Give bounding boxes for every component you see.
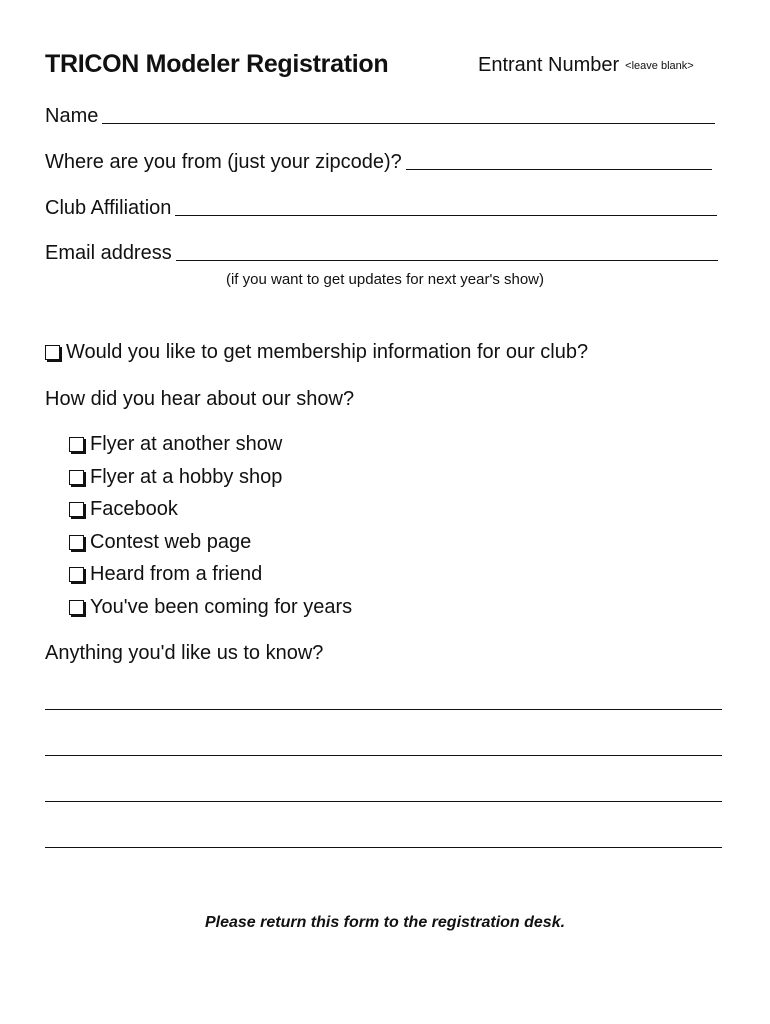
hear-option-facebook[interactable] — [69, 498, 178, 521]
facebook-checkbox[interactable] — [69, 502, 84, 517]
club-label: Club Affiliation — [45, 197, 172, 219]
zipcode-field[interactable] — [45, 146, 712, 174]
option-label: Flyer at another show — [90, 433, 283, 455]
membership-checkbox[interactable] — [45, 345, 60, 360]
comments-line[interactable] — [45, 709, 722, 710]
form-title: TRICON Modeler Registration — [45, 50, 389, 78]
comments-question: Anything you'd like us to know? — [45, 642, 324, 664]
hear-option-years[interactable] — [69, 596, 352, 619]
zipcode-label: Where are you from (just your zipcode)? — [45, 151, 402, 173]
email-field[interactable] — [45, 237, 718, 265]
hear-option-web[interactable] — [69, 531, 251, 554]
membership-label: Would you like to get membership information for our club? — [66, 341, 589, 363]
option-label: Heard from a friend — [90, 563, 263, 585]
option-label: You've been coming for years — [90, 596, 353, 618]
name-label: Name — [45, 105, 99, 127]
club-field[interactable] — [45, 192, 717, 220]
hear-option-flyer-hobby[interactable] — [69, 466, 282, 489]
hear-option-friend[interactable] — [69, 563, 262, 586]
friend-checkbox[interactable] — [69, 567, 84, 582]
flyer-hobby-checkbox[interactable] — [69, 470, 84, 485]
comments-line[interactable] — [45, 801, 722, 802]
flyer-show-checkbox[interactable] — [69, 437, 84, 452]
entrant-number-note: <leave blank> — [625, 60, 694, 72]
membership-option[interactable] — [45, 341, 588, 364]
comments-line[interactable] — [45, 755, 722, 756]
return-instruction: Please return this form to the registration desk. — [204, 914, 566, 931]
option-label: Facebook — [90, 498, 178, 520]
years-checkbox[interactable] — [69, 600, 84, 615]
email-note: (if you want to get updates for next year's show) — [225, 271, 545, 288]
zipcode-input-line[interactable] — [406, 141, 712, 170]
option-label: Contest web page — [90, 531, 252, 553]
entrant-number-label: Entrant Number — [478, 54, 620, 76]
hear-option-flyer-show[interactable] — [69, 433, 282, 456]
web-checkbox[interactable] — [69, 535, 84, 550]
club-input-line[interactable] — [175, 187, 717, 216]
name-field[interactable] — [45, 100, 715, 128]
option-label: Flyer at a hobby shop — [90, 466, 283, 488]
name-input-line[interactable] — [102, 95, 715, 124]
comments-line[interactable] — [45, 847, 722, 848]
entrant-number — [478, 54, 694, 77]
email-label: Email address — [45, 242, 172, 264]
email-input-line[interactable] — [176, 232, 718, 261]
hear-question: How did you hear about our show? — [45, 388, 355, 410]
